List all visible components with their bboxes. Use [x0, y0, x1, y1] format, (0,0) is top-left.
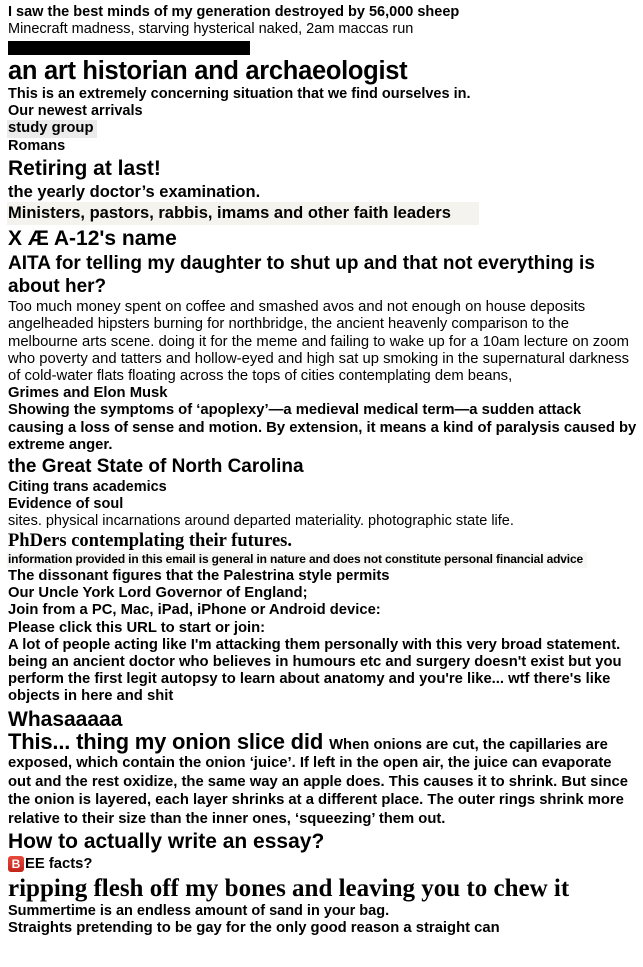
line-study-group: [8, 120, 638, 138]
line-concerning-situation: This is an extremely concerning situation that we find ourselves in.: [8, 86, 471, 102]
line-straights: Straights pretending to be gay for the only good reason a straight can: [8, 920, 500, 937]
paragraph-apoplexy: Showing the symptoms of ‘apoplexy’—a medieval medical term—a sudden attack causing a loss of sense and motion. By extension, it means a kind of paralysis caused by extreme anger.: [8, 402, 637, 453]
line-yearly-doctor: the yearly doctor’s examination.: [8, 183, 261, 202]
headline-whasaaaaa: Whasaaaaa: [8, 707, 123, 731]
line-uncle-york: Our Uncle York Lord Governor of England;: [8, 585, 308, 602]
line-sites-physical: sites. physical incarnations around departed materiality. photographic state life.: [8, 513, 514, 530]
line-grimes-elon: Grimes and Elon Musk: [8, 385, 168, 402]
line-ministers: [8, 202, 638, 225]
headline-xae-name: X Æ A-12's name: [8, 227, 177, 251]
line-romans: Romans: [8, 138, 66, 155]
financial-advice-highlight: information provided in this email is general in nature and does not constitute personal financial advice: [7, 552, 587, 568]
onion-body-text: When onions are cut, the capillaries are exposed, which contain the onion ‘juice’. If left in the open air, the juice can evaporate out and the rest oxidize, the same way an apple does. This causes it to shrink. But since the onion is layered, each layer shrinks at a different place. The outer rings shrink more relative to their size than the inner ones, ‘squeezing’ them out.: [8, 736, 628, 827]
line-minecraft-madness: Minecraft madness, starving hysterical naked, 2am maccas run: [8, 21, 414, 37]
bee-facts-text: EE facts?: [25, 856, 93, 873]
headline-art-historian: an art historian and archaeologist: [8, 57, 408, 85]
headline-north-carolina: the Great State of North Carolina: [8, 456, 304, 478]
paragraph-broad-statement: A lot of people acting like I'm attacking them personally with this very broad statement.: [8, 636, 621, 653]
headline-essay: How to actually write an essay?: [8, 830, 325, 854]
b-button-emoji-icon: B: [8, 856, 24, 872]
paragraph-ancient-doctor: being an ancient doctor who believes in humours etc and surgery doesn't exist but you perform the first legit autopsy to learn about anatomy and you're like... wtf there's like objects in here and shit: [8, 654, 622, 705]
line-financial-advice: [8, 552, 638, 568]
study-group-highlight: study group: [7, 120, 97, 138]
line-bee-facts: [8, 855, 638, 873]
text-collage-page: [8, 4, 638, 937]
redaction-bar: [8, 41, 250, 55]
paragraph-who-poverty: who poverty and tatters and hollow-eyed and high sat up smoking in the supernatural darkness of cold-water flats floating across the tops of cities contemplating dem beans,: [8, 350, 630, 385]
paragraph-too-much-money: Too much money spent on coffee and smashed avos and not enough on house deposits angelheaded hipsters burning for northbridge, the ancient heavenly comparison to the melbourne arts scene. doing it for the meme and failing to wake up for a 10am lecture on zoom: [8, 299, 629, 350]
headline-retiring: Retiring at last!: [8, 157, 161, 181]
line-palestrina: The dissonant figures that the Palestrina style permits: [8, 568, 390, 585]
line-evidence-soul: Evidence of soul: [8, 496, 124, 513]
line-phders: PhDers contemplating their futures.: [8, 531, 292, 552]
line-summertime: Summertime is an endless amount of sand in your bag.: [8, 903, 390, 920]
headline-aita: AITA for telling my daughter to shut up and that not everything is about her?: [8, 253, 595, 298]
line-newest-arrivals: Our newest arrivals: [8, 103, 143, 119]
paragraph-onion: [8, 728, 638, 829]
ministers-highlight: Ministers, pastors, rabbis, imams and other faith leaders: [7, 202, 479, 225]
headline-ripping-flesh: ripping flesh off my bones and leaving you to chew it: [8, 875, 570, 903]
line-please-click: Please click this URL to start or join:: [8, 619, 266, 636]
line-best-minds: I saw the best minds of my generation destroyed by 56,000 sheep: [8, 4, 460, 20]
line-citing-trans: Citing trans academics: [8, 479, 167, 496]
line-join-from: Join from a PC, Mac, iPad, iPhone or Android device:: [8, 602, 381, 619]
onion-lead-text: This... thing my onion slice did: [8, 728, 324, 754]
